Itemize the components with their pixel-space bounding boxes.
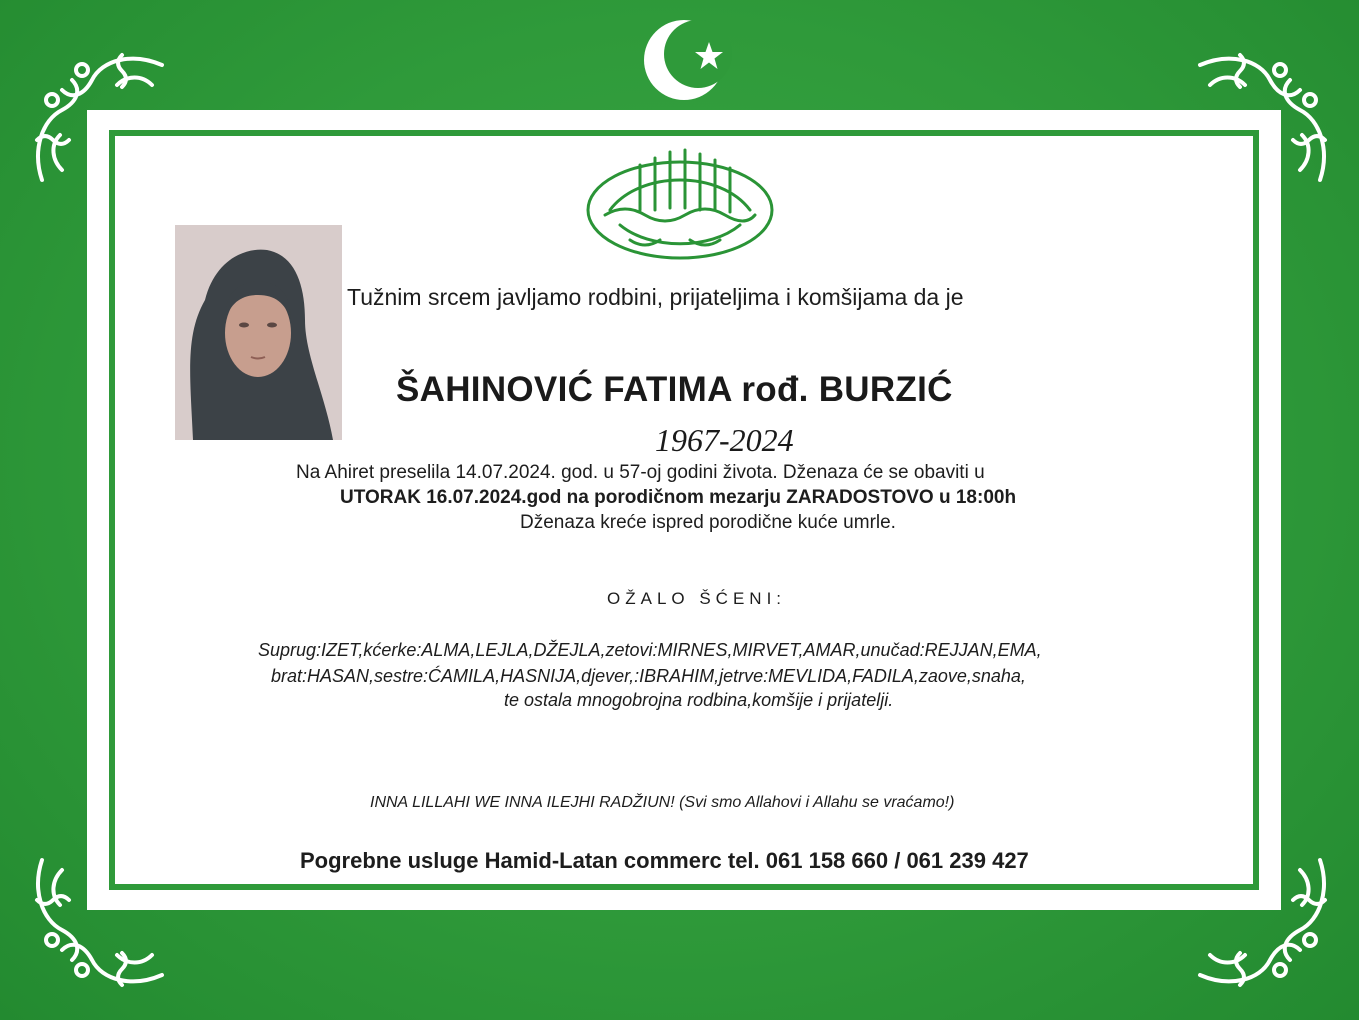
details-line-1: Na Ahiret preselila 14.07.2024. god. u 57-oj godini života. Dženaza će se obaviti u — [296, 462, 985, 483]
crescent-star-icon — [636, 10, 736, 110]
closing-prayer: INNA LILLAHI WE INNA ILEJHI RADŽIUN! (Svi smo Allahovi i Allahu se vraćamo!) — [370, 794, 955, 811]
mourners-heading: OŽALO ŠĆENI: — [607, 589, 787, 608]
portrait-photo — [175, 225, 342, 440]
details-line-3: Dženaza kreće ispred porodične kuće umrle. — [520, 512, 896, 533]
intro-text: Tužnim srcem javljamo rodbini, prijateljima i komšijama da je — [347, 284, 964, 310]
calligraphy-emblem-icon — [580, 140, 780, 280]
mourners-line-3: te ostala mnogobrojna rodbina,komšije i prijatelji. — [504, 690, 894, 710]
funeral-service-contact: Pogrebne usluge Hamid-Latan commerc tel. 061 158 660 / 061 239 427 — [300, 848, 1029, 873]
life-years: 1967-2024 — [655, 422, 794, 458]
deceased-name: ŠAHINOVIĆ FATIMA rođ. BURZIĆ — [396, 370, 953, 409]
details-line-2: UTORAK 16.07.2024.god na porodičnom mezarju ZARADOSTOVO u 18:00h — [340, 487, 1017, 508]
mourners-line-2: brat:HASAN,sestre:ĆAMILA,HASNIJA,djever,:IBRAHIM,jetrve:MEVLIDA,FADILA,zaove,snaha, — [271, 666, 1026, 686]
mourners-line-1: Suprug:IZET,kćerke:ALMA,LEJLA,DŽEJLA,zetovi:MIRNES,MIRVET,AMAR,unučad:REJJAN,EMA, — [258, 640, 1042, 660]
